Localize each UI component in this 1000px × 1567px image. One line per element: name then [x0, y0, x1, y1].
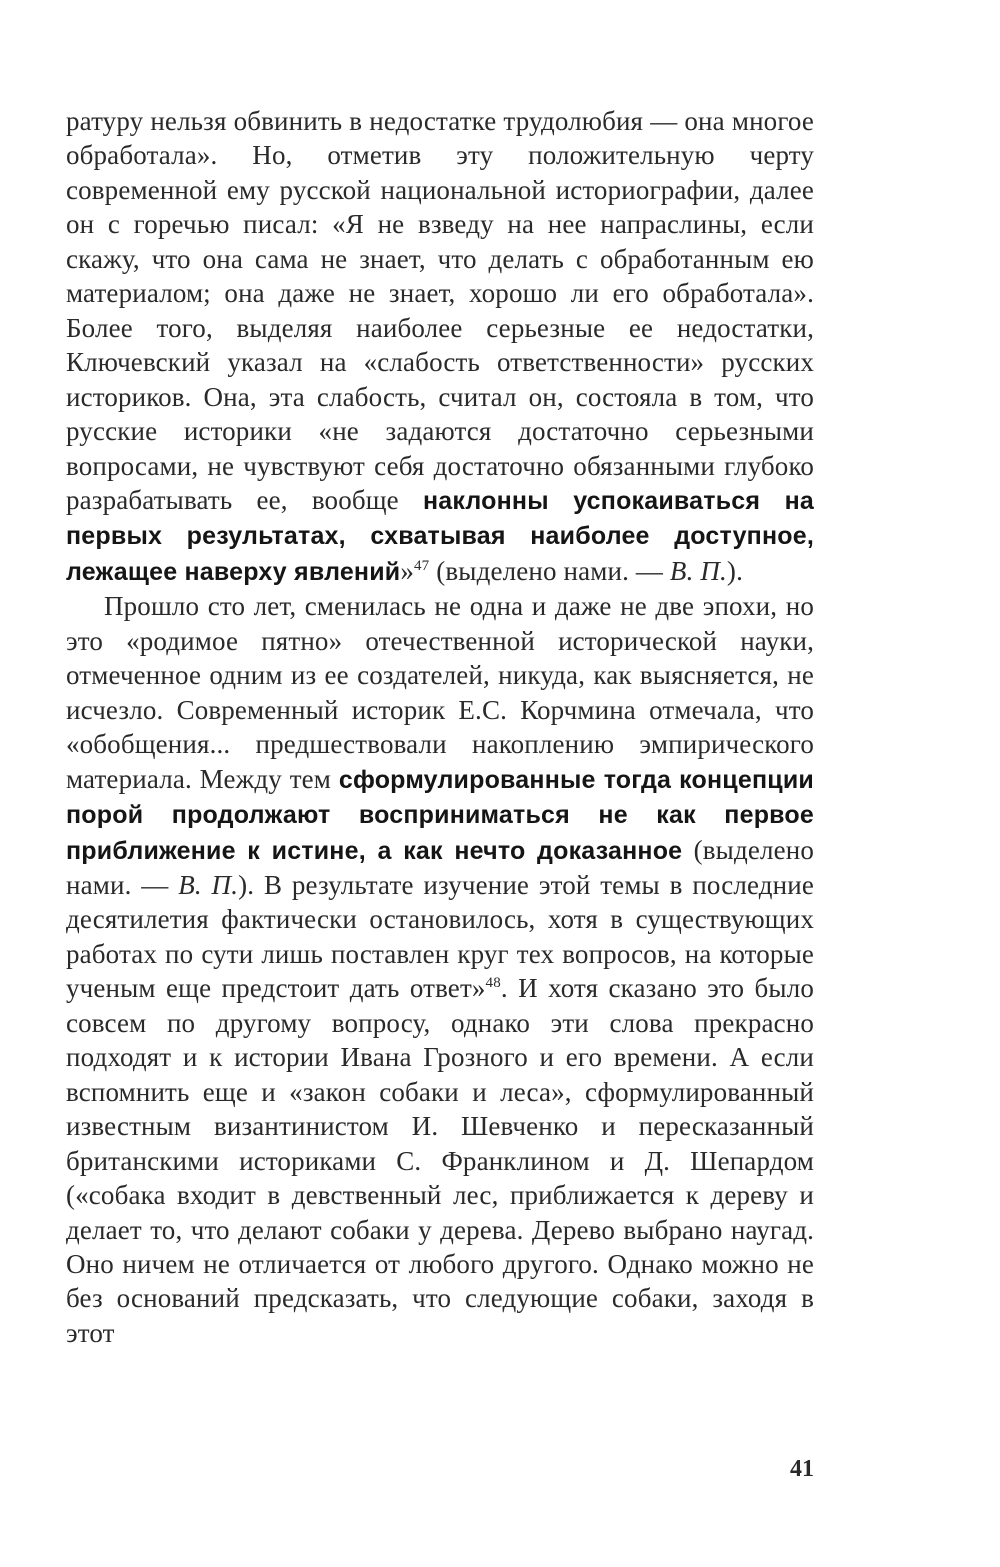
author-initials: В. П.	[669, 555, 727, 586]
paragraph-text: ). В результате изучение этой темы в последние десятилетия фактически остановилось, хотя в существующих работах по сути лишь поставлен круг тех вопросов, на которые ученым еще предстоит дать ответ»	[66, 869, 815, 1004]
paragraph-text: ).	[726, 555, 743, 586]
paragraph-text: . И хотя сказано это было совсем по другому вопросу, однако эти слова прекрасно подходят и к истории Ивана Грозного и его времени. А если вспомнить еще и «закон собаки и леса», сформулированный известным византинистом И. Шевченко и пересказанный британскими историками С. Франклином и Д. Шепардом («собака входит в девственный лес, приближается к дереву и делает то, что делают собаки у дерева. Дерево выбрано наугад. Оно ничем не отличается от любого другого. Однако можно не без оснований предсказать, что следующие собаки, заходя в этот	[66, 973, 814, 1348]
page-body	[66, 104, 814, 1350]
paragraph-2	[66, 589, 814, 1350]
footnote-ref-48: 48	[485, 975, 501, 992]
emphasized-quote: наклонны успокаиваться на первых результатах, схватывая наиболее доступное, лежащее наверху явлений	[66, 486, 814, 586]
emphasized-quote: сформулированные тогда концепции порой продолжают восприниматься не как первое приближение к истине, а как нечто доказанное	[66, 765, 814, 865]
paragraph-text: (выделено нами. —	[429, 555, 670, 586]
author-initials: В. П.	[178, 869, 239, 900]
paragraph-1	[66, 104, 814, 589]
paragraph-text: ратуру нельзя обвинить в недостатке трудолюбия — она многое обработала». Но, отметив эту положительную черту современной ему русской национальной историографии, далее он с горечью писал: «Я не взведу на нее напраслины, если скажу, что она сама не знает, что делать с обработанным ею материалом; она даже не знает, хорошо ли его обработала». Более того, выделяя наиболее серьезные ее недостатки, Ключевский указал на «слабость ответственности» русских историков. Она, эта слабость, считал он, состояла в том, что русские историки «не задаются достаточно серьезными вопросами, не чувствуют себя достаточно обязанными глубоко разрабатывать ее, вообще	[66, 106, 814, 515]
paragraph-text: (выделено нами. —	[66, 834, 814, 900]
paragraph-text: Прошло сто лет, сменилась не одна и даже не две эпохи, но это «родимое пятно» отечественной исторической науки, отмеченное одним из ее создателей, никуда, как выясняется, не исчезло. Современный историк Е.С. Корчмина отмечала, что «обобщения... предшествовали накоплению эмпирического материала. Между тем	[66, 591, 814, 794]
closing-quote-mark: »	[400, 555, 415, 586]
page-number: 41	[790, 1456, 814, 1482]
footnote-ref-47: 47	[414, 557, 430, 574]
